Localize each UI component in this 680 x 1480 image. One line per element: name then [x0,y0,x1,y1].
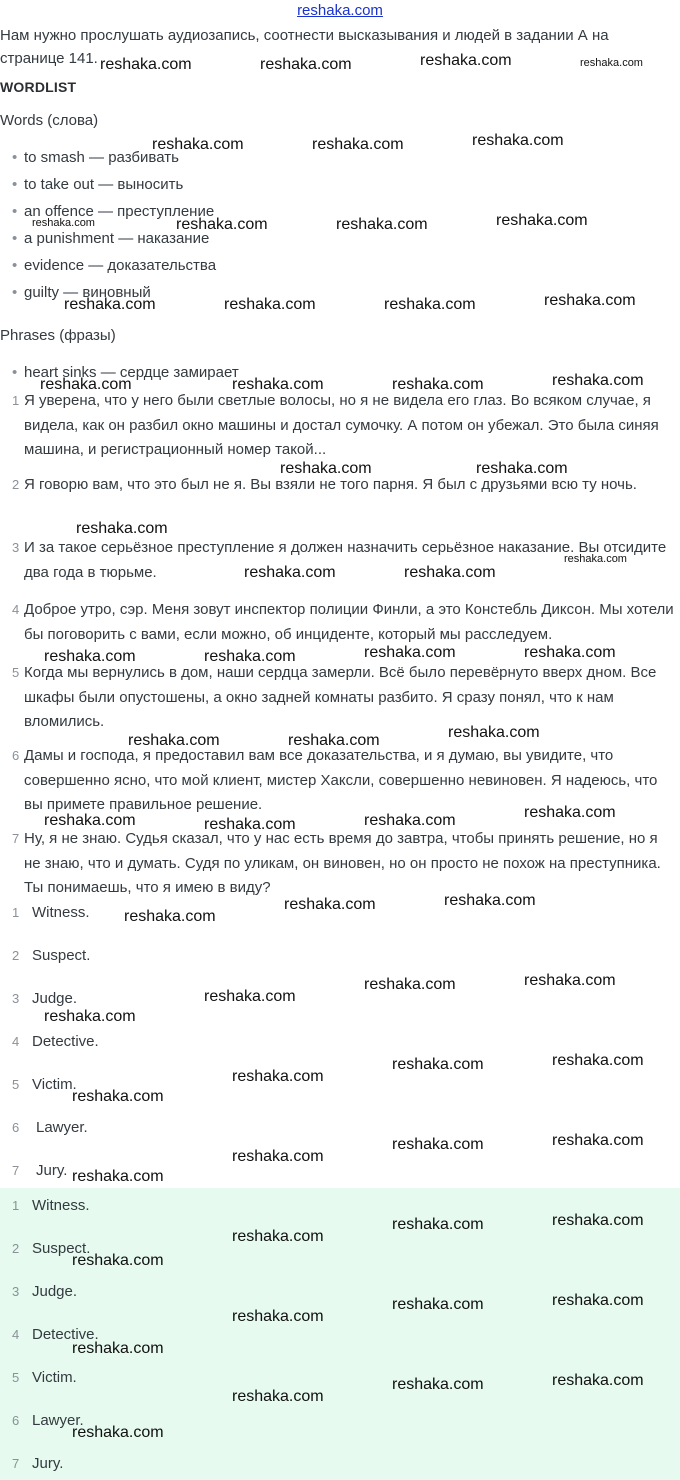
word-item [12,257,216,274]
word-text: a punishment — наказание [24,230,210,247]
statement-item [0,389,676,463]
watermark: reshaka.com [564,553,627,565]
watermark: reshaka.com [204,648,296,665]
bullet-icon: • [12,284,18,301]
statement-item [0,827,676,901]
answer-text: Judge. [32,990,78,1007]
answer-text: Victim. [32,1076,77,1093]
statement-text: Ну, я не знаю. Судья сказал, что у нас есть время до завтра, чтобы принять решение, но я не знаю, что и думать. Судя по уликам, он виновен, но он просто не похож на преступника. Ты понимаешь, что я имею в виду? [24,830,661,896]
watermark: reshaka.com [152,136,244,153]
watermark: reshaka.com [364,644,456,661]
bullet-icon: • [12,364,18,381]
watermark: reshaka.com [392,1136,484,1153]
statement-item [0,661,676,735]
answer-text: Lawyer. [36,1119,88,1136]
statement-number: 6 [12,748,20,763]
answer-text: Lawyer. [32,1412,84,1429]
watermark: reshaka.com [72,1424,164,1441]
answer-number: 6 [12,1413,20,1428]
watermark: reshaka.com [100,56,192,73]
watermark: reshaka.com [44,812,136,829]
words-heading: Words (слова) [0,112,99,129]
bullet-icon: • [12,257,18,274]
watermark: reshaka.com [552,1212,644,1229]
watermark: reshaka.com [544,292,636,309]
watermark: reshaka.com [392,1056,484,1073]
answer-text: Detective. [32,1033,99,1050]
phrase-text: heart sinks — сердце замирает [24,364,239,381]
watermark: reshaka.com [336,216,428,233]
watermark: reshaka.com [472,132,564,149]
wordlist-heading: WORDLIST [0,79,77,95]
watermark: reshaka.com [76,520,168,537]
answer-number: 7 [12,1456,20,1471]
watermark: reshaka.com [72,1088,164,1105]
statement-number: 2 [12,477,20,492]
phrases-heading: Phrases (фразы) [0,327,116,344]
watermark: reshaka.com [72,1168,164,1185]
statement-item [0,598,676,647]
statement-number: 1 [12,393,20,408]
answer-text: Judge. [32,1283,78,1300]
watermark: reshaka.com [364,812,456,829]
watermark: reshaka.com [392,1376,484,1393]
bullet-icon: • [12,149,18,166]
answer-text: Suspect. [32,947,91,964]
answer-text: Suspect. [32,1240,91,1257]
watermark: reshaka.com [244,564,336,581]
answer-text: Witness. [32,904,90,921]
word-text: guilty — виновный [24,284,151,301]
watermark: reshaka.com [260,56,352,73]
statement-number: 3 [12,540,20,555]
watermark: reshaka.com [392,1216,484,1233]
answer-number: 3 [12,991,20,1006]
answer-number: 3 [12,1284,20,1299]
watermark: reshaka.com [288,732,380,749]
statement-number: 5 [12,665,20,680]
watermark: reshaka.com [224,296,316,313]
watermark: reshaka.com [232,1388,324,1405]
site-link[interactable]: reshaka.com [297,2,383,19]
watermark: reshaka.com [280,460,372,477]
watermark: reshaka.com [44,1008,136,1025]
watermark: reshaka.com [72,1340,164,1357]
answer-number: 2 [12,948,20,963]
watermark: reshaka.com [128,732,220,749]
statement-text: Дамы и господа, я предоставил вам все доказательства, и я думаю, вы увидите, что совершенно ясно, что мой клиент, мистер Хаксли, совершенно невиновен. Я надеюсь, что вы примете правильное решение. [24,747,658,813]
watermark: reshaka.com [232,1148,324,1165]
watermark: reshaka.com [404,564,496,581]
answer-number: 5 [12,1077,20,1092]
answer-text: Witness. [32,1197,90,1214]
watermark: reshaka.com [72,1252,164,1269]
watermark: reshaka.com [204,816,296,833]
answer-text: Jury. [36,1162,68,1179]
watermark: reshaka.com [284,896,376,913]
watermark: reshaka.com [32,217,95,229]
answer-number: 2 [12,1241,20,1256]
answer-text: Detective. [32,1326,99,1343]
watermark: reshaka.com [524,972,616,989]
answer-number: 1 [12,1198,20,1213]
watermark: reshaka.com [552,1372,644,1389]
watermark: reshaka.com [312,136,404,153]
watermark: reshaka.com [124,908,216,925]
answer-text: Jury. [32,1455,64,1472]
intro-text: Нам нужно прослушать аудиозапись, соотнести высказывания и людей в задании А на странице 141. [0,27,609,67]
word-text: evidence — доказательства [24,257,217,274]
word-text: to smash — разбивать [24,149,179,166]
watermark: reshaka.com [232,376,324,393]
watermark: reshaka.com [524,644,616,661]
watermark: reshaka.com [580,57,643,69]
statement-number: 7 [12,831,20,846]
answer-text: Victim. [32,1369,77,1386]
watermark: reshaka.com [552,1132,644,1149]
watermark: reshaka.com [64,296,156,313]
answer-number: 5 [12,1370,20,1385]
watermark: reshaka.com [552,1052,644,1069]
watermark: reshaka.com [448,724,540,741]
watermark: reshaka.com [420,52,512,69]
watermark: reshaka.com [496,212,588,229]
answer-number: 1 [12,905,20,920]
bullet-icon: • [12,203,18,220]
watermark: reshaka.com [384,296,476,313]
watermark: reshaka.com [40,376,132,393]
watermark: reshaka.com [524,804,616,821]
statement-text: Я уверена, что у него были светлые волосы, но я не видела его глаз. Во всяком случае, я видела, как он разбил окно машины и достал сумочку. А потом он убежал. Это была синяя машина, и регистрационный номер такой... [24,392,659,458]
watermark: reshaka.com [204,988,296,1005]
statement-text: Я говорю вам, что это был не я. Вы взяли не того парня. Я был с друзьями всю ту ночь. [24,476,637,493]
word-text: an offence — преступление [24,203,215,220]
watermark: reshaka.com [552,1292,644,1309]
answer-number: 4 [12,1327,20,1342]
watermark: reshaka.com [392,376,484,393]
watermark: reshaka.com [44,648,136,665]
statement-text: Доброе утро, сэр. Меня зовут инспектор полиции Финли, а это Констебль Диксон. Мы хотели бы поговорить с вами, если можно, об инциденте, который мы расследуем. [24,601,674,643]
watermark: reshaka.com [232,1068,324,1085]
statement-text: И за такое серьёзное преступление я должен назначить серьёзное наказание. Вы отсидите два года в тюрьме. [24,539,667,581]
watermark: reshaka.com [444,892,536,909]
word-item [12,176,183,193]
watermark: reshaka.com [392,1296,484,1313]
statement-text: Когда мы вернулись в дом, наши сердца замерли. Всё было перевёрнуто вверх дном. Все шкафы были опустошены, а окно задней комнаты разбито. Я сразу понял, что к нам вломились. [24,664,657,730]
watermark: reshaka.com [476,460,568,477]
watermark: reshaka.com [232,1308,324,1325]
watermark: reshaka.com [552,372,644,389]
watermark: reshaka.com [364,976,456,993]
bullet-icon: • [12,176,18,193]
bullet-icon: • [12,230,18,247]
watermark: reshaka.com [176,216,268,233]
word-text: to take out — выносить [24,176,184,193]
answer-number: 4 [12,1034,20,1049]
watermark: reshaka.com [232,1228,324,1245]
statement-number: 4 [12,602,20,617]
answer-number: 6 [12,1120,20,1135]
answer-number: 7 [12,1163,20,1178]
